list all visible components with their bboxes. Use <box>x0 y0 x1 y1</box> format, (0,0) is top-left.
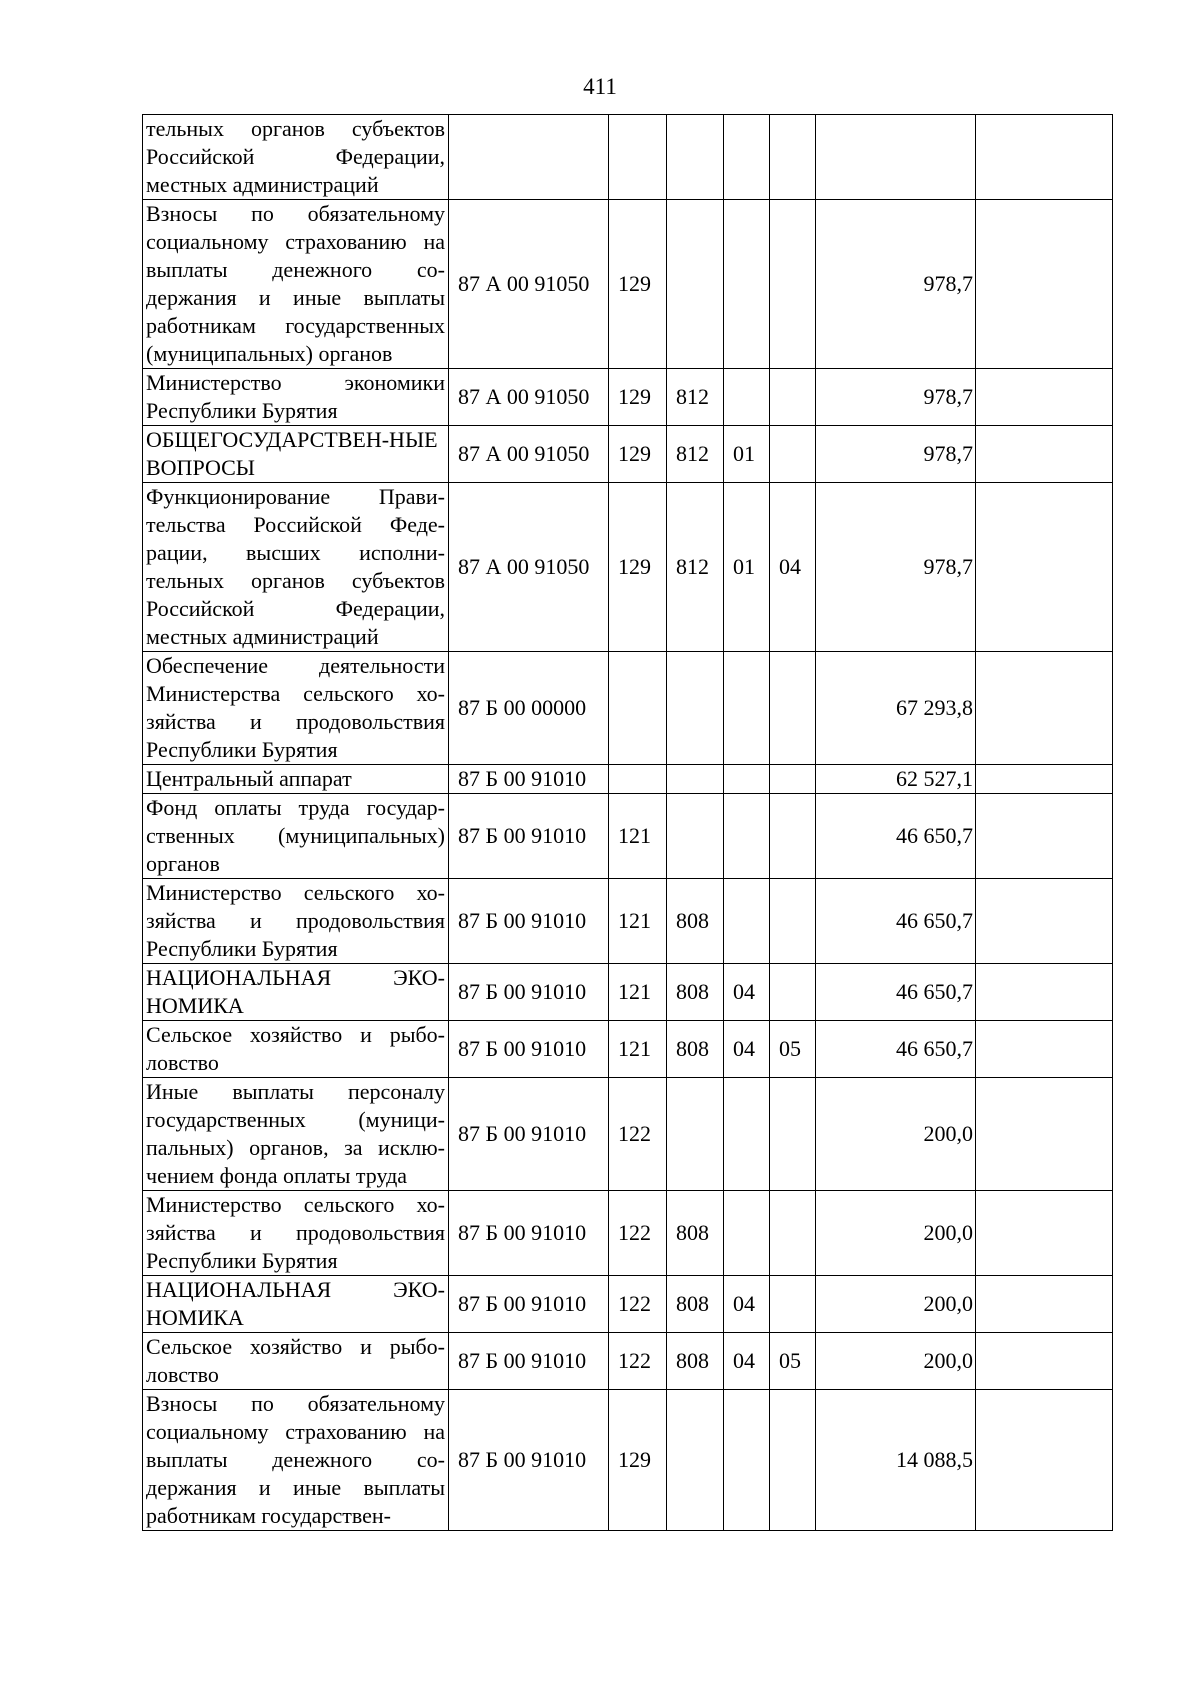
row-expense-type: 129 <box>609 426 667 483</box>
row-subsection <box>770 369 816 426</box>
table-row <box>143 200 1113 369</box>
row-amount <box>816 115 976 200</box>
row-name: Министерство экономики Республики Бурятия <box>143 369 449 426</box>
row-extra <box>976 115 1113 200</box>
row-section: 04 <box>724 1021 770 1078</box>
row-name: Обеспечение деятельности Министерства сельского хозяйства и продовольствия Республики Бурятия <box>143 652 449 765</box>
row-extra <box>976 879 1113 964</box>
row-name: НАЦИОНАЛЬНАЯ ЭКОНОМИКА <box>143 1276 449 1333</box>
row-amount: 67 293,8 <box>816 652 976 765</box>
row-target-code <box>449 115 609 200</box>
table-row <box>143 1276 1113 1333</box>
row-target-code: 87 Б 00 91010 <box>449 765 609 794</box>
row-extra <box>976 369 1113 426</box>
row-subsection <box>770 1078 816 1191</box>
row-subsection <box>770 765 816 794</box>
row-section: 04 <box>724 964 770 1021</box>
row-target-code: 87 Б 00 91010 <box>449 1333 609 1390</box>
row-expense-type <box>609 765 667 794</box>
row-expense-type: 121 <box>609 964 667 1021</box>
row-target-code: 87 А 00 91050 <box>449 426 609 483</box>
table-row <box>143 1021 1113 1078</box>
row-section <box>724 115 770 200</box>
row-target-code: 87 Б 00 91010 <box>449 1276 609 1333</box>
row-amount: 46 650,7 <box>816 794 976 879</box>
row-target-code: 87 Б 00 91010 <box>449 1390 609 1531</box>
row-section <box>724 879 770 964</box>
row-target-code: 87 Б 00 91010 <box>449 1191 609 1276</box>
row-ministry-code <box>667 652 724 765</box>
row-name: Фонд оплаты труда государственных (муниципальных) органов <box>143 794 449 879</box>
row-section <box>724 369 770 426</box>
row-amount: 978,7 <box>816 200 976 369</box>
row-subsection <box>770 964 816 1021</box>
row-name: ОБЩЕГОСУДАРСТВЕН-НЫЕ ВОПРОСЫ <box>143 426 449 483</box>
row-name: Взносы по обязательному социальному страхованию на выплаты денежного содержания и иные выплаты работникам государствен- <box>143 1390 449 1531</box>
row-name: Сельское хозяйство и рыболовство <box>143 1021 449 1078</box>
row-expense-type: 121 <box>609 1021 667 1078</box>
row-ministry-code: 808 <box>667 1191 724 1276</box>
row-amount: 46 650,7 <box>816 879 976 964</box>
row-expense-type: 129 <box>609 200 667 369</box>
row-name: Взносы по обязательному социальному страхованию на выплаты денежного содержания и иные выплаты работникам государственных (муниципальных) органов <box>143 200 449 369</box>
table-row <box>143 1191 1113 1276</box>
row-section <box>724 1078 770 1191</box>
budget-table <box>142 114 1113 1531</box>
row-ministry-code: 808 <box>667 1276 724 1333</box>
table-row <box>143 794 1113 879</box>
row-ministry-code <box>667 794 724 879</box>
table-row <box>143 1390 1113 1531</box>
row-ministry-code: 808 <box>667 964 724 1021</box>
table-row <box>143 765 1113 794</box>
row-ministry-code: 812 <box>667 426 724 483</box>
row-target-code: 87 А 00 91050 <box>449 369 609 426</box>
row-ministry-code: 812 <box>667 483 724 652</box>
row-subsection <box>770 1276 816 1333</box>
row-name: Сельское хозяйство и рыболовство <box>143 1333 449 1390</box>
row-ministry-code <box>667 1078 724 1191</box>
row-extra <box>976 964 1113 1021</box>
row-ministry-code <box>667 765 724 794</box>
row-amount: 978,7 <box>816 426 976 483</box>
budget-table-body <box>143 115 1113 1531</box>
row-section: 01 <box>724 426 770 483</box>
row-extra <box>976 1390 1113 1531</box>
row-section <box>724 765 770 794</box>
row-section: 04 <box>724 1333 770 1390</box>
row-extra <box>976 652 1113 765</box>
row-expense-type: 121 <box>609 794 667 879</box>
row-name: Иные выплаты персоналу государственных (муниципальных) органов, за исключением фонда оплаты труда <box>143 1078 449 1191</box>
row-section: 04 <box>724 1276 770 1333</box>
row-ministry-code: 808 <box>667 1333 724 1390</box>
row-extra <box>976 200 1113 369</box>
row-name: Министерство сельского хозяйства и продовольствия Республики Бурятия <box>143 1191 449 1276</box>
row-ministry-code: 812 <box>667 369 724 426</box>
table-row <box>143 879 1113 964</box>
row-amount: 200,0 <box>816 1191 976 1276</box>
row-expense-type: 129 <box>609 483 667 652</box>
row-target-code: 87 Б 00 91010 <box>449 879 609 964</box>
row-section <box>724 200 770 369</box>
row-section <box>724 1390 770 1531</box>
row-expense-type: 122 <box>609 1333 667 1390</box>
row-extra <box>976 1191 1113 1276</box>
row-expense-type: 122 <box>609 1276 667 1333</box>
table-row <box>143 964 1113 1021</box>
row-extra <box>976 1333 1113 1390</box>
row-name: Функционирование Правительства Российской Федерации, высших исполнительных органов субъектов Российской Федерации, местных администраций <box>143 483 449 652</box>
row-target-code: 87 Б 00 00000 <box>449 652 609 765</box>
table-row <box>143 1078 1113 1191</box>
row-subsection <box>770 426 816 483</box>
table-row <box>143 369 1113 426</box>
row-target-code: 87 Б 00 91010 <box>449 964 609 1021</box>
row-expense-type <box>609 652 667 765</box>
row-target-code: 87 Б 00 91010 <box>449 794 609 879</box>
row-subsection <box>770 794 816 879</box>
row-extra <box>976 794 1113 879</box>
row-amount: 978,7 <box>816 483 976 652</box>
table-row <box>143 115 1113 200</box>
row-expense-type: 122 <box>609 1078 667 1191</box>
row-section <box>724 1191 770 1276</box>
row-amount: 46 650,7 <box>816 964 976 1021</box>
row-ministry-code: 808 <box>667 1021 724 1078</box>
row-extra <box>976 1078 1113 1191</box>
row-section <box>724 794 770 879</box>
row-name: Центральный аппарат <box>143 765 449 794</box>
row-name: тельных органов субъектов Российской Федерации, местных администраций <box>143 115 449 200</box>
table-row <box>143 483 1113 652</box>
row-target-code: 87 А 00 91050 <box>449 200 609 369</box>
row-amount: 200,0 <box>816 1276 976 1333</box>
row-amount: 978,7 <box>816 369 976 426</box>
row-subsection <box>770 652 816 765</box>
row-subsection <box>770 200 816 369</box>
row-expense-type: 122 <box>609 1191 667 1276</box>
row-extra <box>976 1021 1113 1078</box>
row-extra <box>976 765 1113 794</box>
row-amount: 62 527,1 <box>816 765 976 794</box>
table-row <box>143 426 1113 483</box>
row-subsection <box>770 115 816 200</box>
row-subsection: 05 <box>770 1021 816 1078</box>
row-amount: 200,0 <box>816 1333 976 1390</box>
row-subsection: 04 <box>770 483 816 652</box>
row-ministry-code <box>667 115 724 200</box>
row-target-code: 87 Б 00 91010 <box>449 1021 609 1078</box>
row-ministry-code <box>667 200 724 369</box>
row-extra <box>976 483 1113 652</box>
row-amount: 14 088,5 <box>816 1390 976 1531</box>
row-subsection: 05 <box>770 1333 816 1390</box>
row-name: Министерство сельского хозяйства и продовольствия Республики Бурятия <box>143 879 449 964</box>
row-subsection <box>770 1390 816 1531</box>
page-number: 411 <box>583 74 617 99</box>
row-section <box>724 652 770 765</box>
table-row <box>143 1333 1113 1390</box>
row-expense-type: 129 <box>609 1390 667 1531</box>
row-target-code: 87 Б 00 91010 <box>449 1078 609 1191</box>
row-subsection <box>770 1191 816 1276</box>
row-extra <box>976 1276 1113 1333</box>
row-section: 01 <box>724 483 770 652</box>
row-expense-type: 121 <box>609 879 667 964</box>
row-extra <box>976 426 1113 483</box>
row-expense-type <box>609 115 667 200</box>
row-name: НАЦИОНАЛЬНАЯ ЭКОНОМИКА <box>143 964 449 1021</box>
row-target-code: 87 А 00 91050 <box>449 483 609 652</box>
row-ministry-code: 808 <box>667 879 724 964</box>
row-amount: 46 650,7 <box>816 1021 976 1078</box>
row-expense-type: 129 <box>609 369 667 426</box>
row-amount: 200,0 <box>816 1078 976 1191</box>
table-row <box>143 652 1113 765</box>
row-subsection <box>770 879 816 964</box>
row-ministry-code <box>667 1390 724 1531</box>
